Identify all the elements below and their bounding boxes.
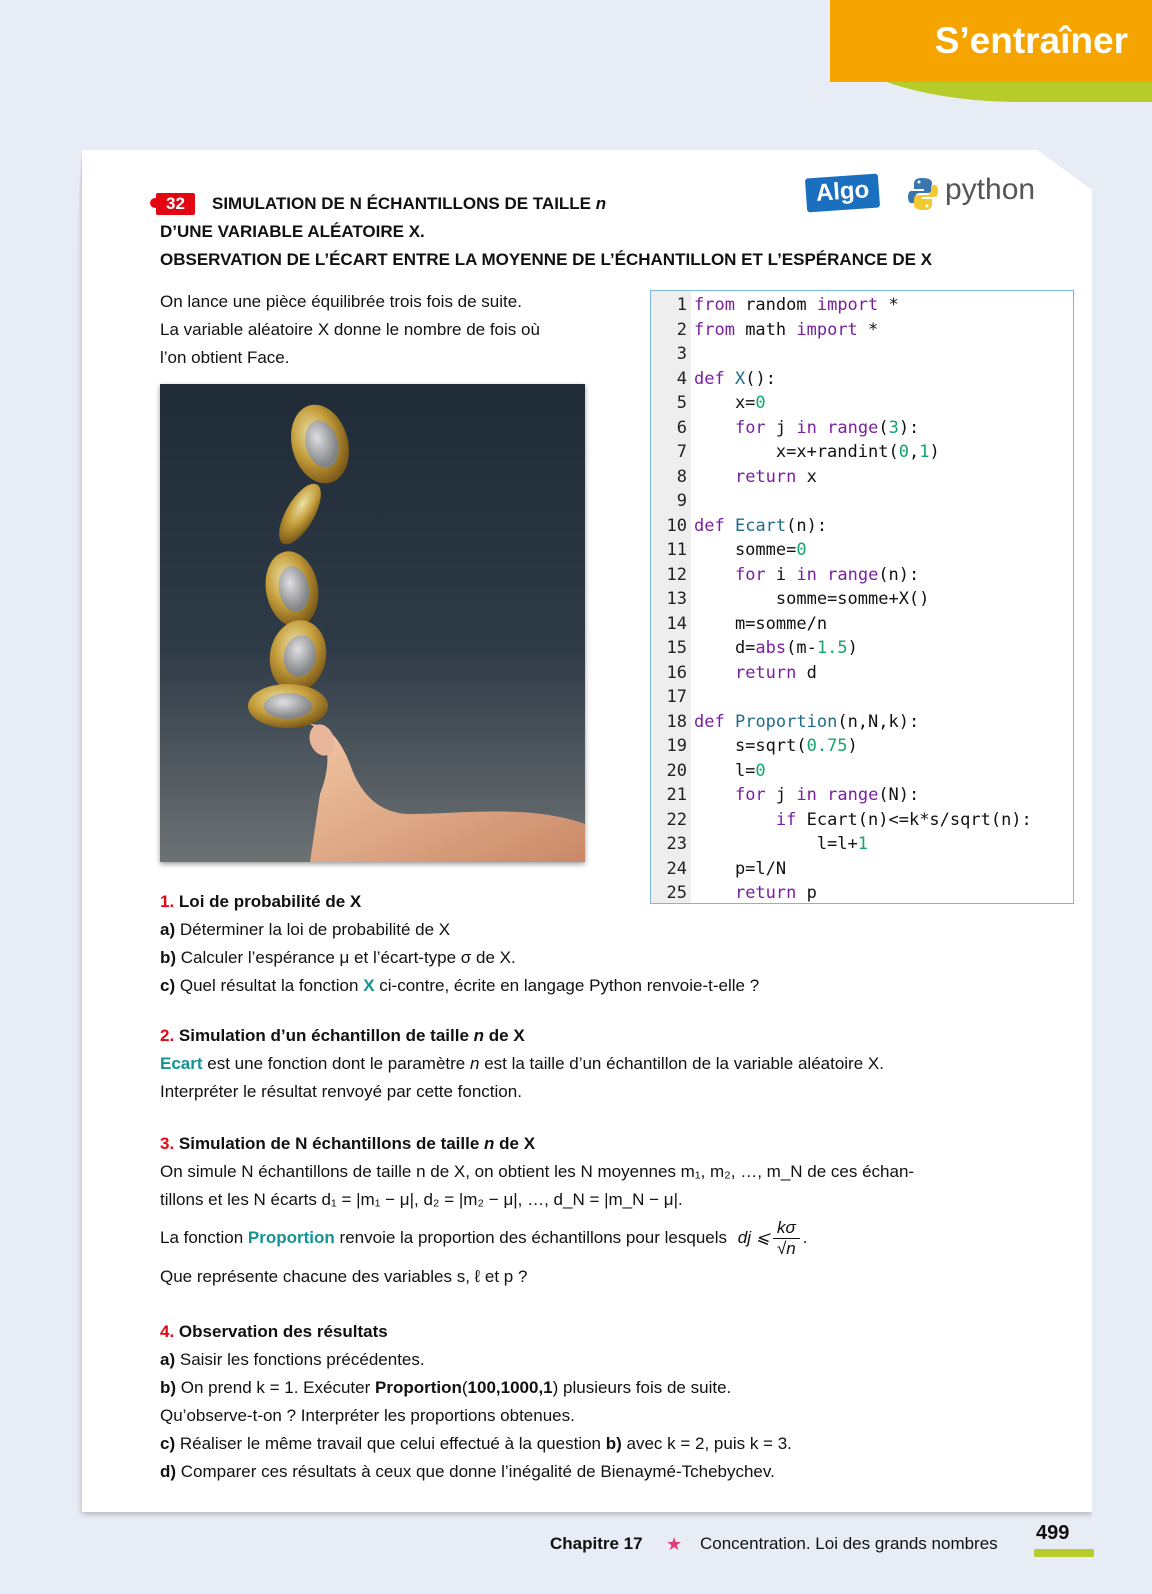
code-line [651, 587, 929, 612]
code-token: * [878, 295, 899, 315]
question-4b: b) On prend k = 1. Exécuter Proportion(100,1000,1) plusieurs fois de suite. [160, 1378, 732, 1397]
code-token: in [796, 785, 817, 805]
code-token: in [796, 564, 817, 585]
code-line [651, 514, 827, 539]
line-number: 1 [676, 295, 687, 315]
intro-text [160, 288, 600, 372]
exercise-title-line3: OBSERVATION DE L’ÉCART ENTRE LA MOYENNE DE L’ÉCHANTILLON ET L’ESPÉRANCE DE X [160, 250, 932, 269]
code-token: return [734, 662, 797, 683]
code-token: 0 [755, 393, 766, 413]
code-token: import [796, 319, 858, 340]
code-line [651, 857, 786, 882]
section-tab [830, 0, 1152, 110]
footer-subtitle: Concentration. Loi des grands nombres [700, 1534, 998, 1553]
line-number: 8 [676, 466, 687, 487]
code-token: l= [694, 760, 756, 781]
code-token: x=x+randint( [694, 442, 899, 462]
code-token: def [694, 515, 725, 536]
line-number: 4 [676, 368, 687, 389]
code-token: d= [694, 638, 756, 658]
question-2-line2: Interpréter le résultat renvoyé par cette fonction. [160, 1082, 522, 1101]
code-token: somme= [694, 540, 797, 560]
algo-badge: Algo [805, 173, 881, 212]
code-token: i [765, 564, 797, 585]
code-line [651, 710, 919, 735]
line-number: 17 [666, 687, 687, 707]
line-number: 6 [676, 417, 687, 438]
code-token: import [816, 295, 879, 315]
line-number: 18 [666, 711, 687, 732]
code-token: Proportion [734, 711, 838, 732]
question-1c: c) Quel résultat la fonction X ci-contre, écrite en langage Python renvoie-t-elle ? [160, 976, 760, 995]
code-token: x= [694, 393, 756, 413]
code-token [694, 418, 735, 438]
code-token: 0 [755, 760, 766, 781]
question-3-line4: Que représente chacune des variables s, ℓ et p ? [160, 1267, 528, 1286]
code-token [694, 663, 735, 683]
code-token: Ecart(n)<=k*s/sqrt(n): [796, 809, 1032, 830]
code-token: p [796, 883, 817, 903]
code-token: (n): [878, 564, 920, 585]
question-2-heading: 2. Simulation d’un échantillon de taille n de X [160, 1026, 525, 1045]
code-token: for [734, 417, 766, 438]
code-token: s=sqrt( [694, 736, 807, 756]
line-number: 9 [676, 491, 687, 511]
line-number: 21 [666, 785, 687, 805]
question-1a: a) Déterminer la loi de probabilité de X [160, 920, 451, 939]
code-token: somme=somme+X() [694, 589, 930, 609]
python-wordmark: python [945, 173, 1036, 206]
code-token: range [827, 564, 879, 585]
code-token: ): [898, 417, 920, 438]
question-1-heading: 1. Loi de probabilité de X [160, 892, 362, 911]
coins-hand-illustration [160, 384, 585, 862]
code-token: ) [847, 638, 858, 658]
line-number: 20 [666, 760, 687, 781]
code-line [651, 685, 694, 710]
code-token [725, 369, 735, 389]
question-2 [160, 1022, 1060, 1106]
code-token: 0 [796, 540, 807, 560]
section-tab-label: S’entraîner [830, 0, 1152, 82]
code-token [725, 516, 735, 536]
line-number: 25 [666, 883, 687, 903]
question-3-line3: La fonction Proportion renvoie la proportion des échantillons pour lesquels dj ⩽ $\frac{k\sigma}{√n}$ . [160, 1218, 808, 1258]
code-token: math [734, 319, 797, 340]
question-1b: b) Calculer l’espérance μ et l’écart-type σ de X. [160, 948, 516, 967]
code-token: d [796, 662, 817, 683]
question-3-line2: tillons et les N écarts d₁ = |m₁ − μ|, d₂ = |m₂ − μ|, …, d_N = |m_N − μ|. [160, 1190, 683, 1209]
line-number: 12 [666, 564, 687, 585]
code-token: p=l/N [694, 858, 787, 879]
exercise-title-line2: D’UNE VARIABLE ALÉATOIRE X. [160, 222, 425, 241]
coin-toss-photo [160, 384, 585, 862]
code-token: ( [878, 417, 889, 438]
code-token: def [694, 711, 725, 732]
intro-line: On lance une pièce équilibrée trois fois de suite. [160, 292, 522, 311]
line-number: 13 [666, 589, 687, 609]
code-token: j [765, 417, 797, 438]
code-token [694, 565, 735, 585]
code-token [817, 565, 827, 585]
code-line [651, 563, 919, 588]
code-token [817, 785, 827, 805]
code-line [651, 318, 878, 343]
question-3-line1: On simule N échantillons de taille n de X, on obtient les N moyennes m₁, m₂, …, m_N de ces échan- [160, 1162, 915, 1181]
code-token: ) [847, 736, 858, 756]
intro-line: La variable aléatoire X donne le nombre de fois où [160, 320, 540, 339]
question-4-heading: 4. Observation des résultats [160, 1322, 388, 1341]
line-number: 5 [676, 393, 687, 413]
code-line [651, 538, 807, 563]
line-number: 14 [666, 613, 687, 634]
python-code-editor [650, 290, 1074, 904]
line-number: 2 [676, 319, 687, 340]
code-token: (): [745, 368, 776, 389]
line-number: 16 [666, 662, 687, 683]
code-token: * [857, 319, 879, 340]
question-4c: c) Réaliser le même travail que celui effectué à la question b) avec k = 2, puis k = 3. [160, 1434, 792, 1453]
page-number: 499 [1036, 1522, 1070, 1544]
footer-star-icon: ★ [666, 1534, 683, 1554]
line-number: 7 [676, 442, 687, 462]
code-token: from [694, 295, 735, 315]
code-token: (n): [786, 515, 828, 536]
code-token: (m- [786, 638, 817, 658]
code-token: (n,N,k): [837, 711, 920, 732]
code-token: if [775, 809, 797, 830]
code-token: m=somme/n [694, 613, 828, 634]
code-token: return [734, 883, 797, 903]
code-line [651, 734, 858, 759]
code-line [651, 759, 766, 784]
code-token: 1 [857, 834, 869, 854]
code-line [651, 465, 817, 490]
code-line [651, 832, 868, 857]
question-4 [160, 1318, 1060, 1486]
code-token: return [734, 466, 797, 487]
line-number: 22 [666, 809, 687, 830]
question-2-line1: Ecart est une fonction dont le paramètre n est la taille d’un échantillon de la variable aléatoire X. [160, 1054, 884, 1073]
code-token: 0.75 [806, 736, 848, 756]
code-line [651, 612, 827, 637]
code-line [651, 367, 776, 392]
code-token: range [827, 785, 879, 805]
footer-chapter: Chapitre 17 [550, 1534, 643, 1553]
code-token [725, 712, 735, 732]
code-token: (N): [878, 785, 920, 805]
question-4a: a) Saisir les fonctions précédentes. [160, 1350, 425, 1369]
code-token [694, 785, 735, 805]
code-token: from [694, 319, 735, 340]
code-line [651, 636, 858, 661]
line-number: 3 [676, 344, 687, 364]
code-token: l=l+ [694, 834, 858, 854]
line-number: 10 [666, 515, 687, 536]
code-token: x [796, 466, 817, 487]
code-line [651, 293, 899, 318]
code-token: range [827, 417, 879, 438]
code-token [817, 418, 827, 438]
question-4d: d) Comparer ces résultats à ceux que donne l’inégalité de Bienaymé-Tchebychev. [160, 1462, 775, 1481]
code-token: 3 [888, 417, 899, 438]
code-token: 0 [898, 442, 909, 462]
code-token: 1 [919, 442, 930, 462]
question-4b-cont: Qu’observe-t-on ? Interpréter les proportions obtenues. [160, 1406, 575, 1425]
code-token: def [694, 368, 725, 389]
question-3 [160, 1130, 1060, 1291]
line-number: 23 [666, 834, 687, 854]
fraction: $\frac{k\sigma}{√n}$ [773, 1218, 800, 1259]
question-3-heading: 3. Simulation de N échantillons de taille n de X [160, 1134, 536, 1153]
code-token: j [765, 785, 797, 805]
code-line [651, 440, 940, 465]
page-number-underline [1034, 1549, 1094, 1557]
code-token: abs [755, 638, 787, 658]
exercise-title-line1: SIMULATION DE N ÉCHANTILLONS DE TAILLE n [212, 194, 607, 213]
code-token: for [734, 564, 766, 585]
line-number: 19 [666, 736, 687, 756]
code-line [651, 342, 694, 367]
code-line [651, 416, 919, 441]
code-line [651, 661, 817, 686]
line-number: 15 [666, 638, 687, 658]
code-token: ) [929, 442, 940, 462]
code-token: in [796, 417, 817, 438]
code-token: , [908, 442, 920, 462]
intro-line: l’on obtient Face. [160, 348, 290, 367]
code-token: 1.5 [816, 638, 848, 658]
code-token: for [734, 785, 766, 805]
code-line [651, 783, 919, 808]
exercise-number: 32 [156, 193, 195, 215]
question-1 [160, 888, 1060, 1000]
line-number: 11 [666, 540, 687, 560]
code-line [651, 808, 1032, 833]
code-token [694, 467, 735, 487]
code-token: X [734, 368, 746, 389]
code-line [651, 391, 766, 416]
code-token: Ecart [734, 515, 787, 536]
code-token: random [734, 295, 817, 315]
line-number: 24 [666, 858, 687, 879]
code-line [651, 489, 694, 514]
code-token [694, 810, 776, 830]
